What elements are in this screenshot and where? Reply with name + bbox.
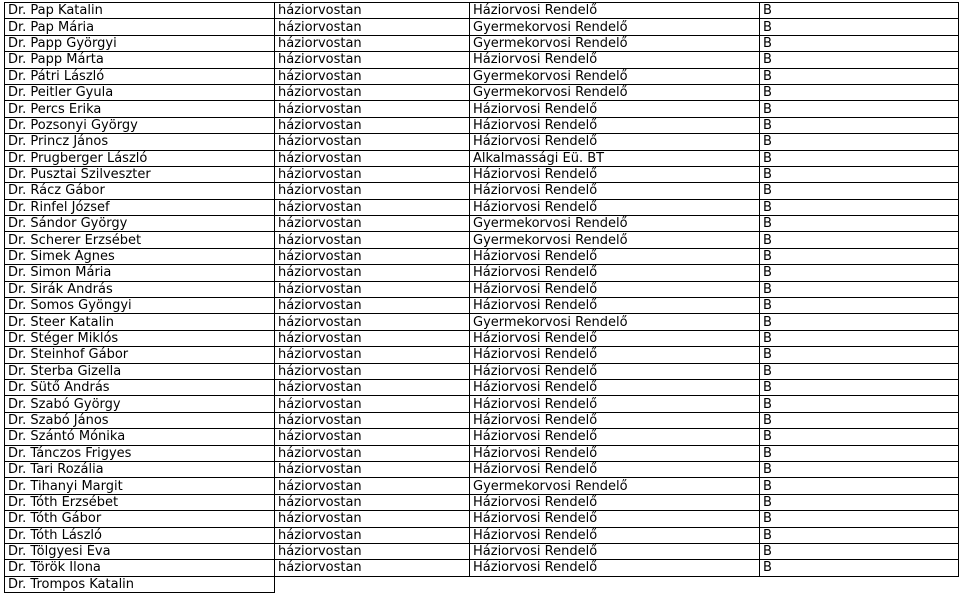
practice-cell: Gyermekorvosi Rendelő <box>470 68 760 84</box>
category-code-cell: B <box>760 511 959 527</box>
practice-cell: Háziorvosi Rendelő <box>470 527 760 543</box>
category-code-cell: B <box>760 543 959 559</box>
category-code-cell: B <box>760 101 959 117</box>
table-row <box>5 265 959 281</box>
table-row <box>5 543 959 559</box>
practice-cell: Háziorvosi Rendelő <box>470 494 760 510</box>
specialty-cell: háziorvostan <box>275 166 470 182</box>
table-row <box>5 330 959 346</box>
category-code-cell: B <box>760 3 959 19</box>
table-row <box>5 84 959 100</box>
table-row <box>5 183 959 199</box>
specialty-cell: háziorvostan <box>275 396 470 412</box>
specialty-cell: háziorvostan <box>275 527 470 543</box>
doctor-name-cell: Dr. Trompos Katalin <box>5 576 275 592</box>
practice-cell: Háziorvosi Rendelő <box>470 445 760 461</box>
doctor-name-cell: Dr. Peitler Gyula <box>5 84 275 100</box>
doctor-name-cell: Dr. Sirák András <box>5 281 275 297</box>
specialty-cell: háziorvostan <box>275 68 470 84</box>
table-row <box>5 527 959 543</box>
category-code-cell: B <box>760 281 959 297</box>
category-code-cell: B <box>760 412 959 428</box>
doctor-name-cell: Dr. Pap Katalin <box>5 3 275 19</box>
doctor-name-cell: Dr. Simon Mária <box>5 265 275 281</box>
category-code-cell: B <box>760 527 959 543</box>
practice-cell: Háziorvosi Rendelő <box>470 134 760 150</box>
category-code-cell: B <box>760 199 959 215</box>
category-code-cell: B <box>760 117 959 133</box>
specialty-cell: háziorvostan <box>275 117 470 133</box>
specialty-cell: háziorvostan <box>275 494 470 510</box>
specialty-cell: háziorvostan <box>275 183 470 199</box>
table-row <box>5 101 959 117</box>
table-row <box>5 347 959 363</box>
table-row <box>5 232 959 248</box>
specialty-cell: háziorvostan <box>275 216 470 232</box>
table-row <box>5 117 959 133</box>
specialty-cell: háziorvostan <box>275 232 470 248</box>
table-row <box>5 511 959 527</box>
practice-cell: Háziorvosi Rendelő <box>470 248 760 264</box>
specialty-cell: háziorvostan <box>275 347 470 363</box>
category-code-cell: B <box>760 150 959 166</box>
table-row <box>5 166 959 182</box>
doctor-name-cell: Dr. Prugberger László <box>5 150 275 166</box>
table-row <box>5 35 959 51</box>
table-row <box>5 445 959 461</box>
table-row <box>5 379 959 395</box>
practice-cell: Háziorvosi Rendelő <box>470 330 760 346</box>
category-code-cell: B <box>760 429 959 445</box>
practice-cell: Alkalmassági Eü. BT <box>470 150 760 166</box>
category-code-cell: B <box>760 363 959 379</box>
specialty-cell: háziorvostan <box>275 84 470 100</box>
practice-cell: Gyermekorvosi Rendelő <box>470 314 760 330</box>
category-code-cell: B <box>760 232 959 248</box>
specialty-cell: háziorvostan <box>275 412 470 428</box>
practice-cell: Háziorvosi Rendelő <box>470 560 760 576</box>
specialty-cell: háziorvostan <box>275 363 470 379</box>
table-row <box>5 216 959 232</box>
practice-cell: Háziorvosi Rendelő <box>470 281 760 297</box>
category-code-cell: B <box>760 494 959 510</box>
category-code-cell: B <box>760 330 959 346</box>
practice-cell: Gyermekorvosi Rendelő <box>470 478 760 494</box>
table-row <box>5 412 959 428</box>
table-row <box>5 3 959 19</box>
doctor-name-cell: Dr. Sütő András <box>5 379 275 395</box>
category-code-cell: B <box>760 347 959 363</box>
category-code-cell: B <box>760 84 959 100</box>
specialty-cell: háziorvostan <box>275 511 470 527</box>
table-row <box>5 150 959 166</box>
doctor-name-cell: Dr. Szabó György <box>5 396 275 412</box>
category-code-cell: B <box>760 134 959 150</box>
specialty-cell: háziorvostan <box>275 101 470 117</box>
category-code-cell: B <box>760 19 959 35</box>
doctor-name-cell: Dr. Sándor György <box>5 216 275 232</box>
doctor-name-cell: Dr. Percs Erika <box>5 101 275 117</box>
table-row <box>5 576 959 592</box>
table-row <box>5 478 959 494</box>
practice-cell: Háziorvosi Rendelő <box>470 52 760 68</box>
doctor-name-cell: Dr. Rácz Gábor <box>5 183 275 199</box>
table-row <box>5 199 959 215</box>
specialty-cell: háziorvostan <box>275 19 470 35</box>
doctor-name-cell: Dr. Rinfel József <box>5 199 275 215</box>
specialty-cell: háziorvostan <box>275 478 470 494</box>
category-code-cell: B <box>760 248 959 264</box>
category-code-cell: B <box>760 461 959 477</box>
practice-cell: Háziorvosi Rendelő <box>470 117 760 133</box>
doctor-name-cell: Dr. Scherer Erzsébet <box>5 232 275 248</box>
practice-cell: Háziorvosi Rendelő <box>470 183 760 199</box>
practice-cell: Gyermekorvosi Rendelő <box>470 216 760 232</box>
doctor-name-cell: Dr. Simek Ágnes <box>5 248 275 264</box>
practice-cell: Gyermekorvosi Rendelő <box>470 19 760 35</box>
doctor-name-cell: Dr. Pusztai Szilveszter <box>5 166 275 182</box>
specialty-cell: háziorvostan <box>275 134 470 150</box>
practice-cell: Háziorvosi Rendelő <box>470 429 760 445</box>
practice-cell: Háziorvosi Rendelő <box>470 265 760 281</box>
table-row <box>5 461 959 477</box>
specialty-cell: háziorvostan <box>275 445 470 461</box>
doctor-name-cell: Dr. Somos Gyöngyi <box>5 298 275 314</box>
practice-cell: Háziorvosi Rendelő <box>470 511 760 527</box>
practice-cell: Gyermekorvosi Rendelő <box>470 84 760 100</box>
category-code-cell: B <box>760 35 959 51</box>
category-code-cell: B <box>760 445 959 461</box>
specialty-cell: háziorvostan <box>275 248 470 264</box>
category-code-cell: B <box>760 216 959 232</box>
doctor-name-cell: Dr. Pozsonyi György <box>5 117 275 133</box>
table-row <box>5 52 959 68</box>
table-row <box>5 429 959 445</box>
table-row <box>5 134 959 150</box>
specialty-cell: háziorvostan <box>275 3 470 19</box>
specialty-cell: háziorvostan <box>275 543 470 559</box>
practice-cell: Háziorvosi Rendelő <box>470 347 760 363</box>
specialty-cell: háziorvostan <box>275 560 470 576</box>
category-code-cell: B <box>760 183 959 199</box>
specialty-cell: háziorvostan <box>275 461 470 477</box>
category-code-cell: B <box>760 560 959 576</box>
practice-cell: Háziorvosi Rendelő <box>470 101 760 117</box>
practice-cell: Háziorvosi Rendelő <box>470 3 760 19</box>
specialty-cell: háziorvostan <box>275 281 470 297</box>
specialty-cell: háziorvostan <box>275 429 470 445</box>
specialty-cell: háziorvostan <box>275 199 470 215</box>
category-code-cell: B <box>760 166 959 182</box>
category-code-cell: B <box>760 265 959 281</box>
table-row <box>5 281 959 297</box>
category-code-cell: B <box>760 478 959 494</box>
specialty-cell <box>275 576 470 592</box>
category-code-cell: B <box>760 298 959 314</box>
specialty-cell: háziorvostan <box>275 265 470 281</box>
doctor-name-cell: Dr. Pátri László <box>5 68 275 84</box>
doctor-name-cell: Dr. Tóth Erzsébet <box>5 494 275 510</box>
category-code-cell: B <box>760 396 959 412</box>
category-code-cell <box>760 576 959 592</box>
doctor-name-cell: Dr. Török Ilona <box>5 560 275 576</box>
table-row <box>5 298 959 314</box>
practice-cell: Gyermekorvosi Rendelő <box>470 35 760 51</box>
doctor-name-cell: Dr. Tóth László <box>5 527 275 543</box>
practice-cell: Háziorvosi Rendelő <box>470 543 760 559</box>
practice-cell <box>470 576 760 592</box>
table-row <box>5 560 959 576</box>
table-row <box>5 248 959 264</box>
category-code-cell: B <box>760 379 959 395</box>
category-code-cell: B <box>760 314 959 330</box>
doctor-name-cell: Dr. Pap Mária <box>5 19 275 35</box>
practice-cell: Háziorvosi Rendelő <box>470 298 760 314</box>
specialty-cell: háziorvostan <box>275 52 470 68</box>
doctor-name-cell: Dr. Tölgyesi Éva <box>5 543 275 559</box>
doctor-name-cell: Dr. Szabó János <box>5 412 275 428</box>
specialty-cell: háziorvostan <box>275 330 470 346</box>
practice-cell: Háziorvosi Rendelő <box>470 461 760 477</box>
table-row <box>5 314 959 330</box>
specialty-cell: háziorvostan <box>275 35 470 51</box>
table-row <box>5 68 959 84</box>
table-row <box>5 19 959 35</box>
doctor-name-cell: Dr. Papp Márta <box>5 52 275 68</box>
practice-cell: Háziorvosi Rendelő <box>470 199 760 215</box>
doctor-name-cell: Dr. Tari Rozália <box>5 461 275 477</box>
doctor-name-cell: Dr. Sterba Gizella <box>5 363 275 379</box>
doctor-name-cell: Dr. Tihanyi Margit <box>5 478 275 494</box>
doctor-name-cell: Dr. Princz János <box>5 134 275 150</box>
practice-cell: Háziorvosi Rendelő <box>470 396 760 412</box>
category-code-cell: B <box>760 68 959 84</box>
table-row <box>5 363 959 379</box>
doctor-name-cell: Dr. Tánczos Frigyes <box>5 445 275 461</box>
practice-cell: Háziorvosi Rendelő <box>470 412 760 428</box>
table-row <box>5 494 959 510</box>
table-row <box>5 396 959 412</box>
doctor-name-cell: Dr. Steer Katalin <box>5 314 275 330</box>
specialty-cell: háziorvostan <box>275 314 470 330</box>
practice-cell: Háziorvosi Rendelő <box>470 379 760 395</box>
practice-cell: Háziorvosi Rendelő <box>470 166 760 182</box>
specialty-cell: háziorvostan <box>275 150 470 166</box>
practice-cell: Gyermekorvosi Rendelő <box>470 232 760 248</box>
doctor-list-table <box>4 2 959 593</box>
doctor-name-cell: Dr. Papp Györgyi <box>5 35 275 51</box>
doctor-name-cell: Dr. Tóth Gábor <box>5 511 275 527</box>
specialty-cell: háziorvostan <box>275 379 470 395</box>
category-code-cell: B <box>760 52 959 68</box>
doctor-name-cell: Dr. Stéger Miklós <box>5 330 275 346</box>
specialty-cell: háziorvostan <box>275 298 470 314</box>
practice-cell: Háziorvosi Rendelő <box>470 363 760 379</box>
doctor-list-body <box>5 3 959 593</box>
doctor-name-cell: Dr. Steinhof Gábor <box>5 347 275 363</box>
doctor-name-cell: Dr. Szántó Mónika <box>5 429 275 445</box>
